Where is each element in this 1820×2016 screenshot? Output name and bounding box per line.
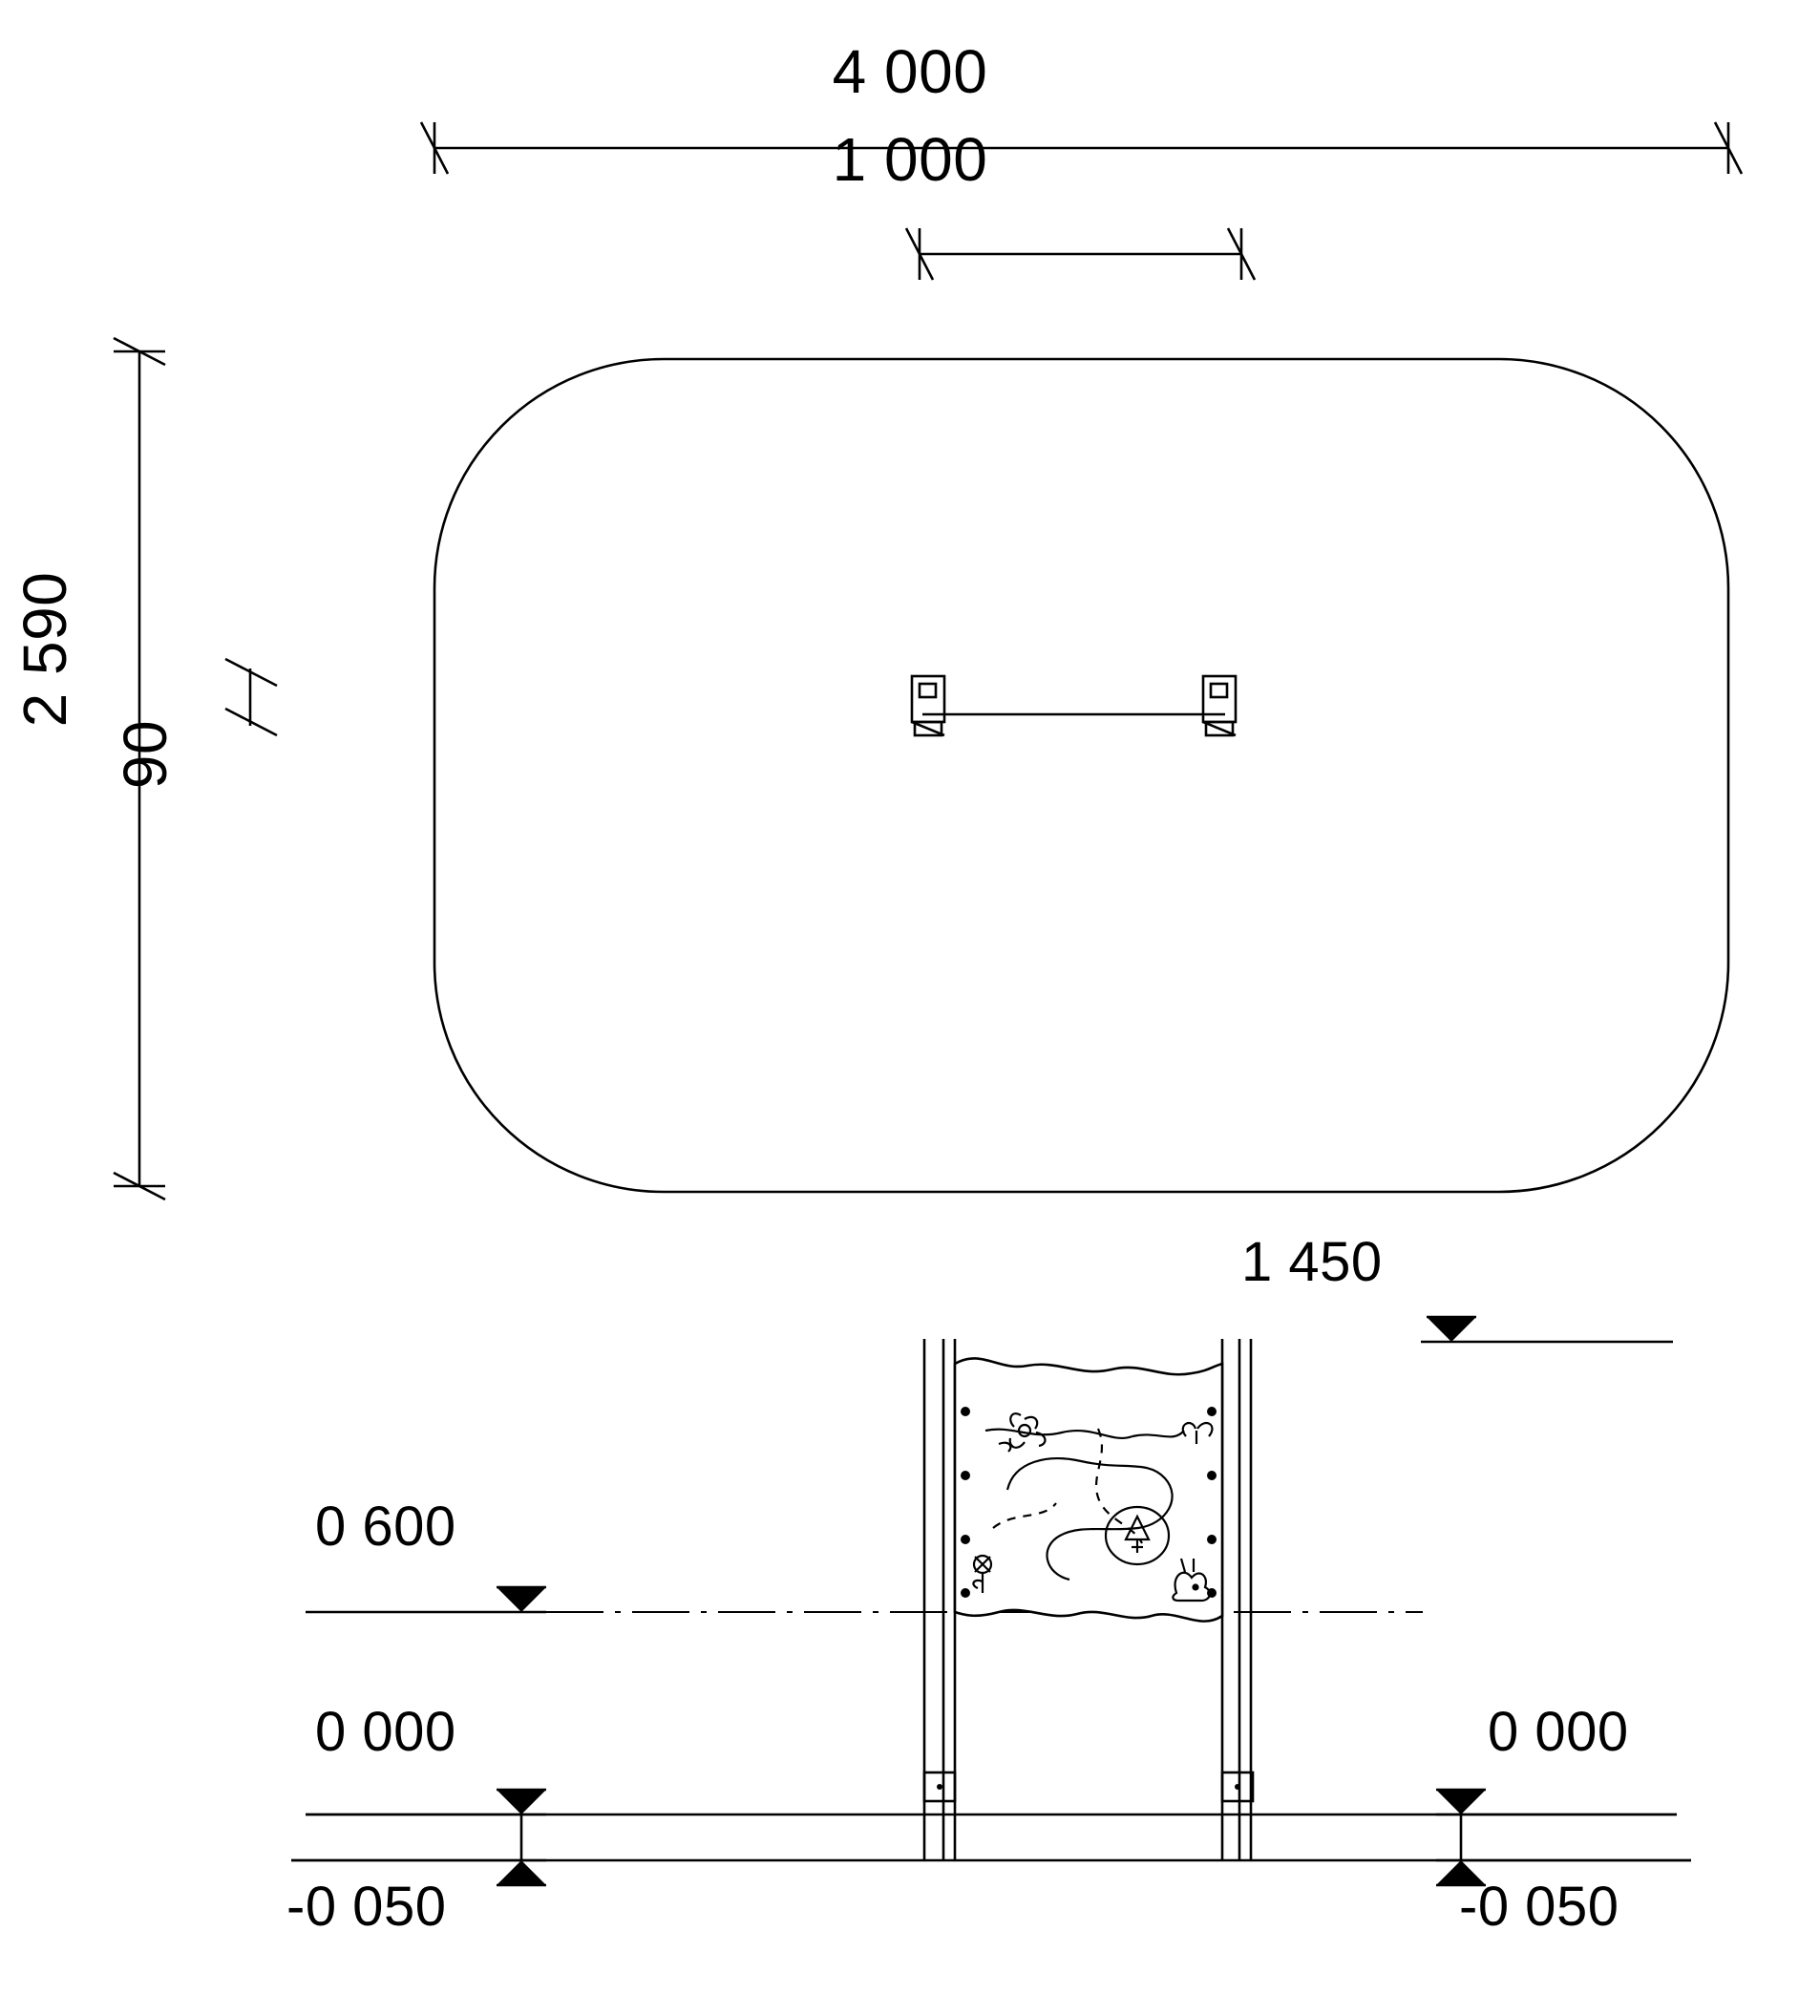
level-marker-1450	[1421, 1317, 1673, 1342]
label-ground-right: 0 000	[1488, 1701, 1629, 1763]
label-panel-depth: 90	[111, 719, 180, 790]
level-marker-0000-right	[1436, 1790, 1677, 1814]
label-axis-height: 0 600	[315, 1496, 456, 1558]
dimension-panel-depth	[225, 659, 277, 735]
level-marker-0000-left	[306, 1790, 546, 1814]
label-overall-width: 4 000	[832, 37, 988, 106]
label-top-height: 1 450	[1241, 1231, 1383, 1293]
label-below-ground-right: -0 050	[1459, 1876, 1619, 1938]
panel-plan-symbol	[912, 676, 1236, 735]
label-panel-width: 1 000	[832, 125, 988, 194]
panel-board	[955, 1358, 1222, 1621]
dimension-overall-width	[421, 122, 1742, 174]
label-overall-depth: 2 590	[11, 571, 79, 728]
level-marker-0600	[306, 1587, 546, 1612]
label-below-ground-left: -0 050	[286, 1876, 447, 1938]
label-ground-left: 0 000	[315, 1701, 456, 1763]
dimension-panel-width	[906, 228, 1255, 280]
post-left	[924, 1339, 955, 1860]
safety-zone-outline	[434, 359, 1728, 1192]
post-right	[1222, 1339, 1253, 1860]
ground-lines	[291, 1814, 1691, 1860]
